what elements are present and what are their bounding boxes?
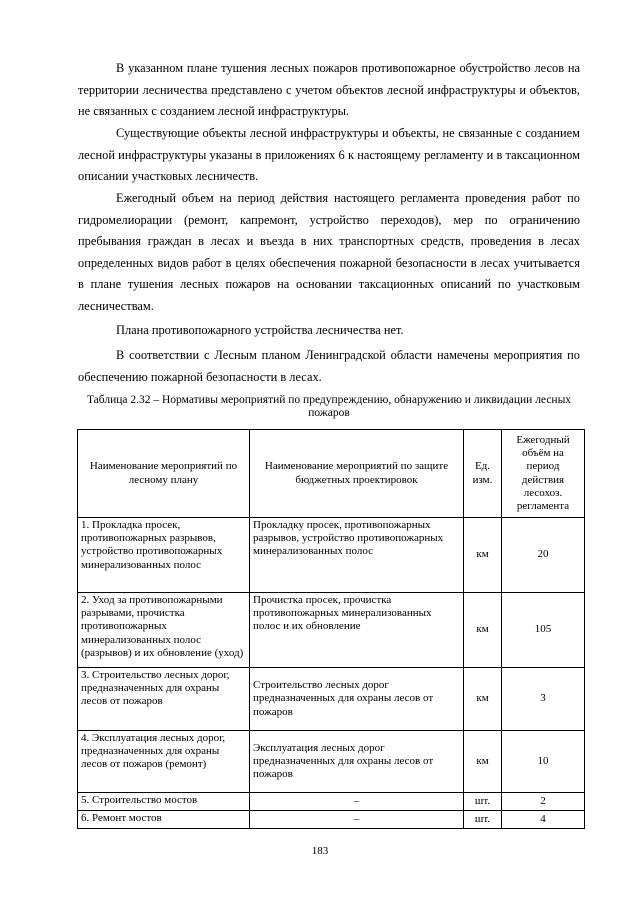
paragraph-fire-plan: В указанном плане тушения лесных пожаров противопожарное обустройство лесов на территории лесничества представлено с учетом объектов лесной инфраструктуры и объектов, не связанных с созданием лесной инфраструктуры. [78,61,580,118]
table-cell: 10 [502,731,585,793]
table-cell: Строительство лесных дорог предназначенных для охраны лесов от пожаров [250,668,464,731]
table-row [78,811,585,829]
paragraph-infrastructure: Существующие объекты лесной инфраструктуры и объекты, не связанные с созданием лесной инфраструктуры указаны в приложениях 6 к настоящему регламенту и в таксационном описании участковых лесничеств. [78,126,580,183]
table-row [78,793,585,811]
table-cell: 105 [502,593,585,668]
table-cell: – [250,793,464,811]
table-caption: Таблица 2.32 – Нормативы мероприятий по предупреждению, обнаружению и ликвидации лесных пожаров [86,394,572,419]
fire-measures-table [77,429,585,829]
table-cell: 3 [502,668,585,731]
header-cell: Наименование мероприятий по лесному плану [78,430,250,518]
paragraph-no-plan: Плана противопожарного устройства лесничества нет. [116,323,404,337]
header-cell: Ед. изм. [464,430,502,518]
table-cell: 20 [502,518,585,593]
header-cell: Наименование мероприятий по защите бюджетных проектировок [250,430,464,518]
table-cell: 2 [502,793,585,811]
table-cell: Прочистка просек, прочистка противопожарных минерализованных полос и их обновление [250,593,464,668]
table-row [78,731,585,793]
table-cell: км [464,731,502,793]
table-cell: 6. Ремонт мостов [78,811,250,829]
table-cell: Эксплуатация лесных дорог предназначенных для охраны лесов от пожаров [250,731,464,793]
table-cell: – [250,811,464,829]
table-cell: 4. Эксплуатация лесных дорог, предназначенных для охраны лесов от пожаров (ремонт) [78,731,250,793]
table-cell: 3. Строительство лесных дорог, предназначенных для охраны лесов от пожаров [78,668,250,731]
table-cell: 4 [502,811,585,829]
table-cell: 2. Уход за противопожарными разрывами, прочистка противопожарных минерализованных полос (разрывов) и их обновление (уход) [78,593,250,668]
table-cell: шт. [464,811,502,829]
table-row [78,518,585,593]
table-cell: шт. [464,793,502,811]
table-cell: км [464,518,502,593]
table-cell: Прокладку просек, противопожарных разрывов, устройство противопожарных минерализованных полос [250,518,464,593]
table-header-row [78,430,585,518]
table-row [78,593,585,668]
table-cell: 1. Прокладка просек, противопожарных разрывов, устройство противопожарных минерализованных полос [78,518,250,593]
paragraph-annual-volume: Ежегодный объем на период действия настоящего регламента проведения работ по гидромелиорации (ремонт, капремонт, устройство переходов), мер по ограничению пребывания граждан в лесах и въезда в них транспортных средств, проведения в лесах определенных видов работ в целях обеспечения пожарной безопасности в лесах учитывается в плане тушения лесных пожаров на основании таксационных описаний по участковым лесничествам. [78,191,580,313]
table-cell: 5. Строительство мостов [78,793,250,811]
header-cell: Ежегодный объём на период действия лесохоз. регламента [502,430,585,518]
page-number: 183 [311,845,329,857]
table-cell: км [464,593,502,668]
table-cell: км [464,668,502,731]
table-row [78,668,585,731]
paragraph-leningrad-plan: В соответствии с Лесным планом Ленинградской области намечены мероприятия по обеспечению пожарной безопасности в лесах. [78,348,580,384]
